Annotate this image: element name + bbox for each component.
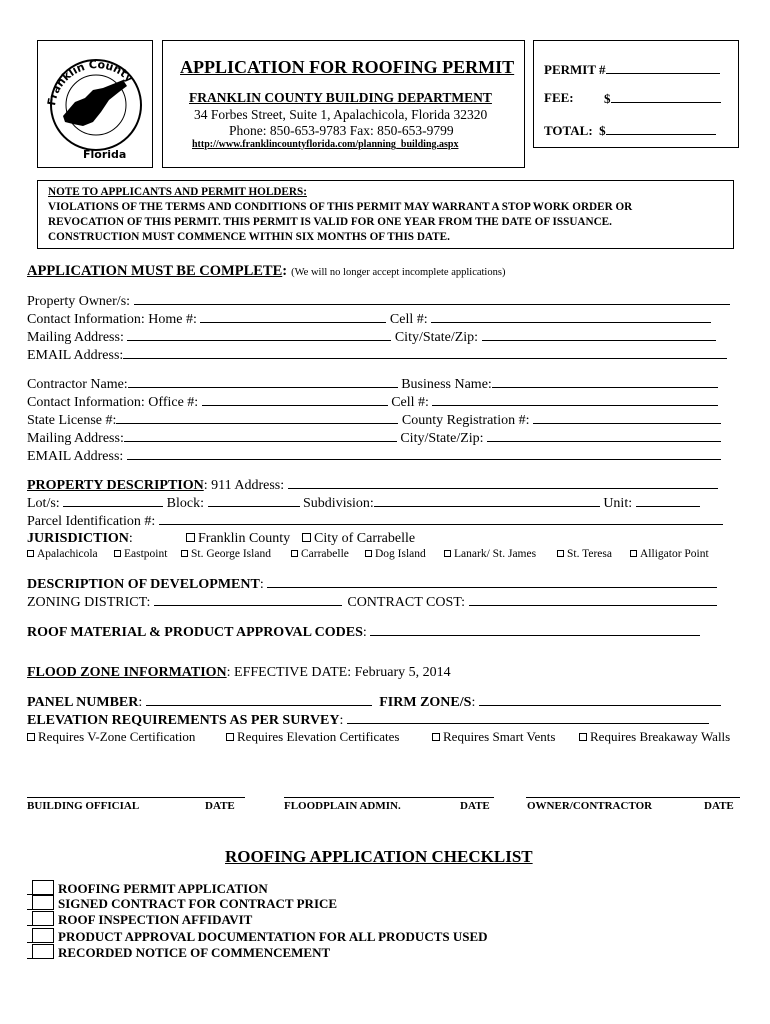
- req-option-elevation-cert[interactable]: [226, 729, 399, 745]
- checklist-checkbox[interactable]: [32, 928, 54, 943]
- firm-zone-field[interactable]: [479, 693, 721, 706]
- owner-contact-row: [27, 310, 711, 329]
- area-option-dog-island[interactable]: [365, 548, 426, 560]
- contractor-mailing-field[interactable]: [124, 429, 397, 442]
- checklist-checkbox[interactable]: [32, 880, 54, 895]
- development-field[interactable]: [267, 575, 717, 588]
- lot-field[interactable]: [63, 494, 163, 507]
- checklist-checkbox[interactable]: [32, 944, 54, 959]
- department-url[interactable]: http://www.franklincountyflorida.com/planning_building.aspx: [192, 139, 459, 150]
- checklist-item-label: ROOF INSPECTION AFFIDAVIT: [58, 912, 253, 927]
- area-option-alligator-point[interactable]: [630, 548, 709, 560]
- property-heading: PROPERTY DESCRIPTION: [27, 478, 204, 493]
- req-checkbox[interactable]: [432, 733, 440, 741]
- area-checkbox[interactable]: [444, 550, 451, 557]
- contractor-mailing-label: Mailing Address:: [27, 431, 124, 446]
- contractor-city-label: City/State/Zip:: [400, 431, 484, 446]
- contractor-contact-row: [27, 393, 718, 412]
- firm-colon: :: [471, 695, 476, 710]
- complete-colon: :: [282, 263, 288, 279]
- building-official-label: BUILDING OFFICIAL: [27, 800, 140, 812]
- jurisdiction-franklin-label: Franklin County: [198, 531, 291, 546]
- area-option-st-george[interactable]: [181, 548, 271, 560]
- checklist-item: [32, 928, 488, 945]
- property-address-row: [27, 476, 718, 495]
- form-title: APPLICATION FOR ROOFING PERMIT: [180, 57, 515, 77]
- req-option-vzone[interactable]: [27, 729, 195, 745]
- subdivision-field[interactable]: [374, 494, 600, 507]
- contract-cost-field[interactable]: [469, 593, 717, 606]
- roof-material-heading: ROOF MATERIAL & PRODUCT APPROVAL CODES: [27, 625, 363, 640]
- owner-signature-line[interactable]: [526, 797, 740, 798]
- complete-heading: APPLICATION MUST BE COMPLETE: [27, 263, 283, 279]
- checklist-checkbox[interactable]: [32, 895, 54, 910]
- roof-material-field[interactable]: [370, 623, 700, 636]
- fee-dollar-sign: $: [604, 91, 611, 106]
- checklist-item: [32, 895, 337, 912]
- area-checkbox[interactable]: [181, 550, 188, 557]
- elevation-row: [27, 711, 709, 730]
- complete-note: (We will no longer accept incomplete applications): [291, 267, 506, 278]
- area-label: Carrabelle: [301, 548, 349, 560]
- jurisdiction-carrabelle-label: City of Carrabelle: [314, 531, 416, 546]
- department-address: 34 Forbes Street, Suite 1, Apalachicola, Florida 32320: [194, 107, 488, 122]
- floodplain-date-label: DATE: [460, 800, 490, 812]
- department-name: FRANKLIN COUNTY BUILDING DEPARTMENT: [189, 90, 492, 105]
- checklist-title: ROOFING APPLICATION CHECKLIST: [225, 847, 533, 866]
- area-label: St. George Island: [191, 548, 271, 560]
- contractor-office-field[interactable]: [202, 393, 388, 406]
- notice-title: NOTE TO APPLICANTS AND PERMIT HOLDERS:: [48, 186, 307, 198]
- zoning-row: [27, 593, 717, 612]
- state-license-label: State License #:: [27, 413, 117, 428]
- req-checkbox[interactable]: [27, 733, 35, 741]
- flood-zone-row: [27, 664, 451, 682]
- property-address-field[interactable]: [288, 476, 718, 489]
- zoning-field[interactable]: [154, 593, 342, 606]
- owner-label: Property Owner/s:: [27, 294, 131, 309]
- checklist-item: [32, 944, 330, 961]
- owner-home-label: Contact Information: Home #:: [27, 312, 197, 327]
- owner-field[interactable]: [134, 292, 730, 305]
- owner-date-label: DATE: [704, 800, 734, 812]
- contractor-name-row: [27, 375, 718, 394]
- complete-heading-row: [27, 262, 505, 280]
- property-address-label: : 911 Address:: [203, 478, 285, 493]
- area-label: Alligator Point: [640, 548, 709, 560]
- req-checkbox[interactable]: [226, 733, 234, 741]
- area-label: Dog Island: [375, 548, 426, 560]
- area-label: St. Teresa: [567, 548, 612, 560]
- fee-label: FEE:: [544, 90, 574, 105]
- owner-mailing-label: Mailing Address:: [27, 330, 124, 345]
- req-label: Requires Elevation Certificates: [237, 729, 400, 744]
- county-seal-logo: [41, 42, 151, 164]
- owner-contractor-label: OWNER/CONTRACTOR: [527, 800, 653, 812]
- flood-zone-heading: FLOOD ZONE INFORMATION: [27, 665, 227, 680]
- zoning-label: ZONING DISTRICT:: [27, 595, 151, 610]
- area-checkbox[interactable]: [114, 550, 121, 557]
- area-label: Lanark/ St. James: [454, 548, 537, 560]
- panel-number-label: PANEL NUMBER: [27, 695, 139, 710]
- area-checkbox[interactable]: [365, 550, 372, 557]
- permit-number-field[interactable]: [606, 61, 720, 74]
- area-checkbox[interactable]: [557, 550, 564, 557]
- fee-row: [544, 90, 574, 106]
- elevation-label: ELEVATION REQUIREMENTS AS PER SURVEY: [27, 713, 340, 728]
- development-colon: :: [259, 577, 264, 592]
- parcel-label: Parcel Identification #:: [27, 514, 156, 529]
- checklist-item-label: RECORDED NOTICE OF COMMENCEMENT: [58, 945, 331, 960]
- unit-field[interactable]: [636, 494, 700, 507]
- elevation-colon: :: [339, 713, 344, 728]
- panel-firm-row: [27, 693, 721, 712]
- unit-label: Unit:: [603, 496, 633, 511]
- jurisdiction-row: [27, 530, 133, 548]
- checklist-item-label: SIGNED CONTRACT FOR CONTRACT PRICE: [58, 896, 338, 911]
- area-option-lanark[interactable]: [444, 548, 536, 560]
- flood-effective-date: : EFFECTIVE DATE: February 5, 2014: [226, 665, 451, 680]
- permit-number-row: [544, 61, 720, 78]
- seal-top-text: Franklin County: [45, 57, 136, 107]
- notice-line-3: CONSTRUCTION MUST COMMENCE WITHIN SIX MONTHS OF THIS DATE.: [48, 231, 450, 243]
- seal-bottom-text: Florida: [83, 148, 127, 161]
- contractor-name-field[interactable]: [128, 375, 398, 388]
- req-checkbox[interactable]: [579, 733, 587, 741]
- floodplain-signature-line[interactable]: [284, 797, 494, 798]
- contractor-city-field[interactable]: [487, 429, 721, 442]
- checklist-item: [32, 911, 252, 928]
- roof-material-row: [27, 623, 700, 642]
- notice-line-2: REVOCATION OF THIS PERMIT. THIS PERMIT IS VALID FOR ONE YEAR FROM THE DATE OF ISSUANCE.: [48, 216, 612, 228]
- contract-cost-label: CONTRACT COST:: [347, 595, 466, 610]
- business-name-label: Business Name:: [401, 377, 492, 392]
- contractor-cell-label: Cell #:: [391, 395, 429, 410]
- req-label: Requires V-Zone Certification: [38, 729, 196, 744]
- contractor-email-label: EMAIL Address:: [27, 449, 124, 464]
- owner-email-label: EMAIL Address:: [27, 348, 124, 363]
- req-option-breakaway[interactable]: [579, 729, 730, 745]
- req-option-smart-vents[interactable]: [432, 729, 555, 745]
- notice-line-1: VIOLATIONS OF THE TERMS AND CONDITIONS OF THIS PERMIT MAY WARRANT A STOP WORK ORDER OR: [48, 201, 633, 213]
- notice-text: [48, 185, 632, 245]
- contractor-name-label: Contractor Name:: [27, 377, 128, 392]
- owner-cell-field[interactable]: [431, 310, 711, 323]
- county-registration-field[interactable]: [533, 411, 721, 424]
- area-label: Eastpoint: [124, 548, 168, 560]
- area-checkbox[interactable]: [291, 550, 298, 557]
- panel-colon: :: [138, 695, 143, 710]
- state-license-field[interactable]: [116, 411, 398, 424]
- area-option-carrabelle[interactable]: [291, 548, 349, 560]
- req-label: Requires Smart Vents: [443, 729, 556, 744]
- jurisdiction-carrabelle-checkbox[interactable]: [302, 533, 311, 542]
- jurisdiction-label: JURISDICTION: [27, 531, 129, 546]
- jurisdiction-franklin-option[interactable]: [186, 530, 290, 548]
- total-label: TOTAL:: [544, 123, 593, 138]
- elevation-field[interactable]: [347, 711, 709, 724]
- fee-field[interactable]: [611, 90, 721, 103]
- development-row: [27, 575, 717, 594]
- area-checkbox[interactable]: [27, 550, 34, 557]
- floodplain-label: FLOODPLAIN ADMIN.: [284, 800, 401, 812]
- area-checkbox[interactable]: [630, 550, 637, 557]
- fee-amount-row: [604, 90, 721, 107]
- area-option-eastpoint[interactable]: [114, 548, 167, 560]
- contractor-license-row: [27, 411, 721, 430]
- jurisdiction-franklin-checkbox[interactable]: [186, 533, 195, 542]
- contractor-cell-field[interactable]: [432, 393, 718, 406]
- lot-label: Lot/s:: [27, 496, 60, 511]
- area-label: Apalachicola: [37, 548, 98, 560]
- block-label: Block:: [166, 496, 205, 511]
- area-option-st-teresa[interactable]: [557, 548, 612, 560]
- lot-block-row: [27, 494, 700, 513]
- permit-number-label: PERMIT #: [544, 62, 606, 77]
- block-field[interactable]: [208, 494, 300, 507]
- owner-home-field[interactable]: [200, 310, 386, 323]
- req-label: Requires Breakaway Walls: [590, 729, 731, 744]
- checklist-item-label: ROOFING PERMIT APPLICATION: [58, 881, 268, 896]
- jurisdiction-carrabelle-option[interactable]: [302, 530, 415, 548]
- building-official-signature-line[interactable]: [27, 797, 245, 798]
- owner-cell-label: Cell #:: [389, 312, 428, 327]
- owner-mailing-row: [27, 328, 716, 347]
- parcel-field[interactable]: [159, 512, 723, 525]
- owner-email-row: [27, 346, 727, 365]
- area-option-apalachicola[interactable]: [27, 548, 98, 560]
- owner-row: [27, 292, 730, 311]
- contractor-email-field[interactable]: [127, 447, 721, 460]
- contractor-office-label: Contact Information: Office #:: [27, 395, 199, 410]
- contractor-mailing-row: [27, 429, 721, 448]
- owner-city-field[interactable]: [482, 328, 716, 341]
- roof-material-colon: :: [362, 625, 367, 640]
- owner-mailing-field[interactable]: [127, 328, 391, 341]
- owner-email-field[interactable]: [123, 346, 727, 359]
- building-official-date-label: DATE: [205, 800, 235, 812]
- panel-number-field[interactable]: [146, 693, 372, 706]
- county-registration-label: County Registration #:: [401, 413, 530, 428]
- total-field[interactable]: [606, 122, 716, 135]
- contractor-email-row: [27, 447, 721, 466]
- total-dollar-sign: $: [599, 123, 606, 138]
- subdivision-label: Subdivision:: [303, 496, 374, 511]
- owner-city-label: City/State/Zip:: [394, 330, 479, 345]
- jurisdiction-colon: :: [128, 531, 133, 546]
- checklist-item-label: PRODUCT APPROVAL DOCUMENTATION FOR ALL PRODUCTS USED: [58, 929, 488, 944]
- firm-zone-label: FIRM ZONE/S: [379, 695, 472, 710]
- checklist-checkbox[interactable]: [32, 911, 54, 926]
- development-heading: DESCRIPTION OF DEVELOPMENT: [27, 577, 260, 592]
- business-name-field[interactable]: [492, 375, 718, 388]
- total-row: [544, 122, 716, 139]
- parcel-row: [27, 512, 723, 531]
- department-phone: Phone: 850-653-9783 Fax: 850-653-9799: [229, 123, 454, 138]
